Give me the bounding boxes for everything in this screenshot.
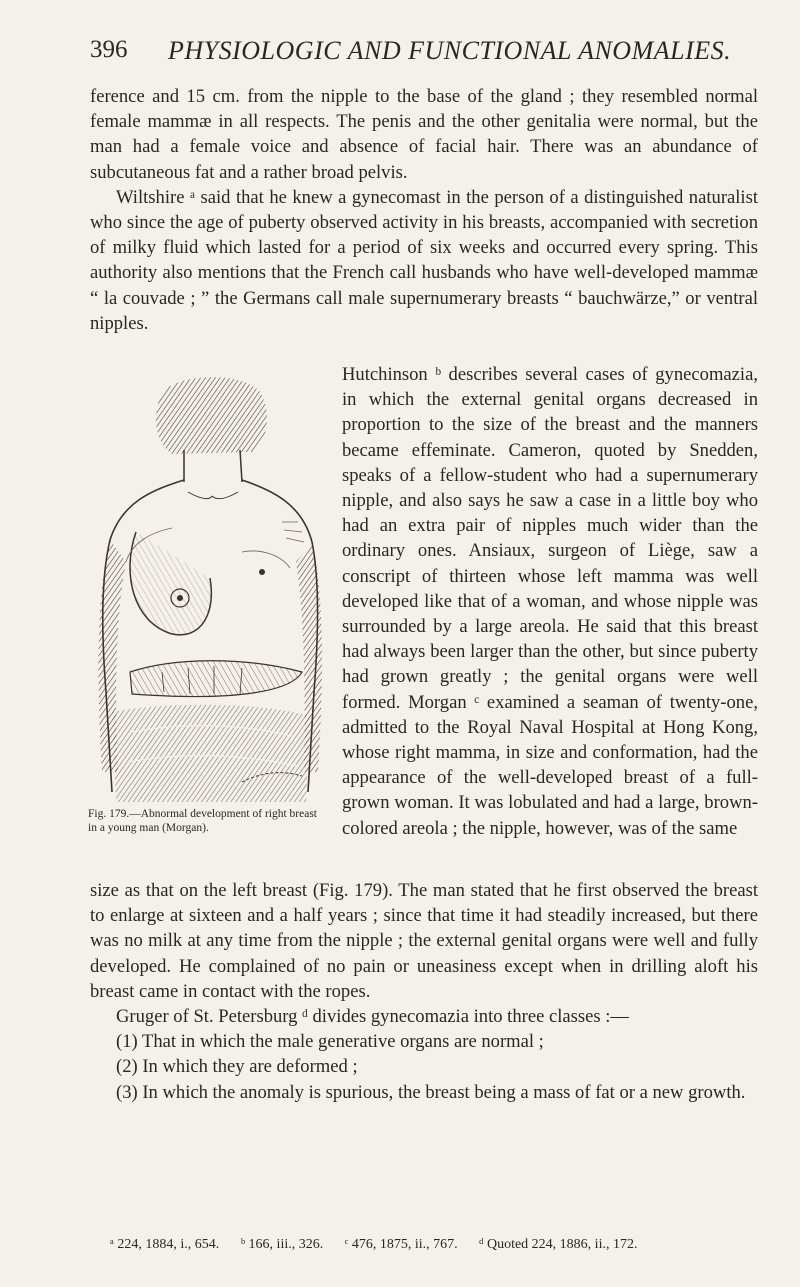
footnote-b: ᵇ 166, iii., 326.	[240, 1237, 324, 1252]
list-item-3: (3) In which the anomaly is spurious, the breast being a mass of fat or a new growth.	[116, 1081, 746, 1103]
top-text-block	[90, 84, 758, 336]
right-column-text	[342, 362, 758, 841]
paragraph-morgan-continued: size as that on the left breast (Fig. 179). The man stated that he first observed the breast to enlarge at sixteen and a half years ; since that time it had steadily increased, but there was no milk at any time from the nipple ; the external genital organs were well and fully developed. He complained of no pain or uneasiness except when in drilling aloft his breast came in contact with the ropes.	[90, 880, 758, 1002]
figure-caption: Fig. 179.—Abnormal development of right breast in a young man (Morgan).	[88, 808, 318, 834]
list-item-2: (2) In which they are deformed ;	[116, 1056, 358, 1078]
figure-179	[88, 372, 328, 856]
bottom-text-block	[90, 878, 758, 1105]
page-number: 396	[90, 36, 128, 63]
footnote-c: ᶜ 476, 1875, ii., 767.	[344, 1237, 458, 1252]
running-head: PHYSIOLOGIC AND FUNCTIONAL ANOMALIES.	[168, 36, 732, 65]
list-item-1: (1) That in which the male generative organs are normal ;	[116, 1031, 544, 1053]
paragraph-wiltshire: Wiltshire ᵃ said that he knew a gynecomast in the person of a distinguished naturalist who since the age of puberty observed activity in his breasts, accompanied with secretion of milky fluid which lasted for a period of six weeks and occurred every spring. This authority also mentions that the French call husbands who have well-developed mammæ “ la couvade ; ” the Germans call male supernumerary breasts “ bauchwärze,” or ventral nipples.	[90, 186, 758, 334]
torso-engraving	[92, 372, 324, 808]
footnotes	[110, 1237, 770, 1253]
footnote-d: ᵈ Quoted 224, 1886, ii., 172.	[479, 1237, 638, 1252]
footnote-a: ᵃ 224, 1884, i., 654.	[110, 1237, 220, 1252]
paragraph-continuation: ference and 15 cm. from the nipple to the base of the gland ; they resembled normal female mammæ in all respects. The penis and the other genitalia were normal, but the man had a female voice and absence of facial hair. There was an abundance of subcutaneous fat and a rather broad pelvis.	[90, 86, 758, 183]
page-header	[0, 36, 800, 76]
paragraph-hutchinson: Hutchinson ᵇ describes several cases of gynecomazia, in which the external genital organs decreased in proportion to the size of the breast and the manners became effeminate. Cameron, quoted by Snedden, speaks of a fellow-student who had a supernumerary nipple, and also says he saw a case in a little boy who had an extra pair of nipples much wider than the ordinary ones. Ansiaux, surgeon of Liège, saw a conscript of thirteen whose left mamma was well developed like that of a woman, and whose nipple was surrounded by a large areola. He said that this breast had always been larger than the other, but since puberty had grown greatly ; the genital organs were well formed. Morgan ᶜ examined a seaman of twenty-one, admitted to the Royal Naval Hospital at Hong Kong, whose right mamma, in size and conformation, had the appearance of the well-developed breast of a full-grown woman. It was lobulated and had a large, brown-colored areola ; the nipple, however, was of the same	[342, 364, 758, 839]
paragraph-gruger: Gruger of St. Petersburg ᵈ divides gynecomazia into three classes :—	[116, 1006, 630, 1028]
